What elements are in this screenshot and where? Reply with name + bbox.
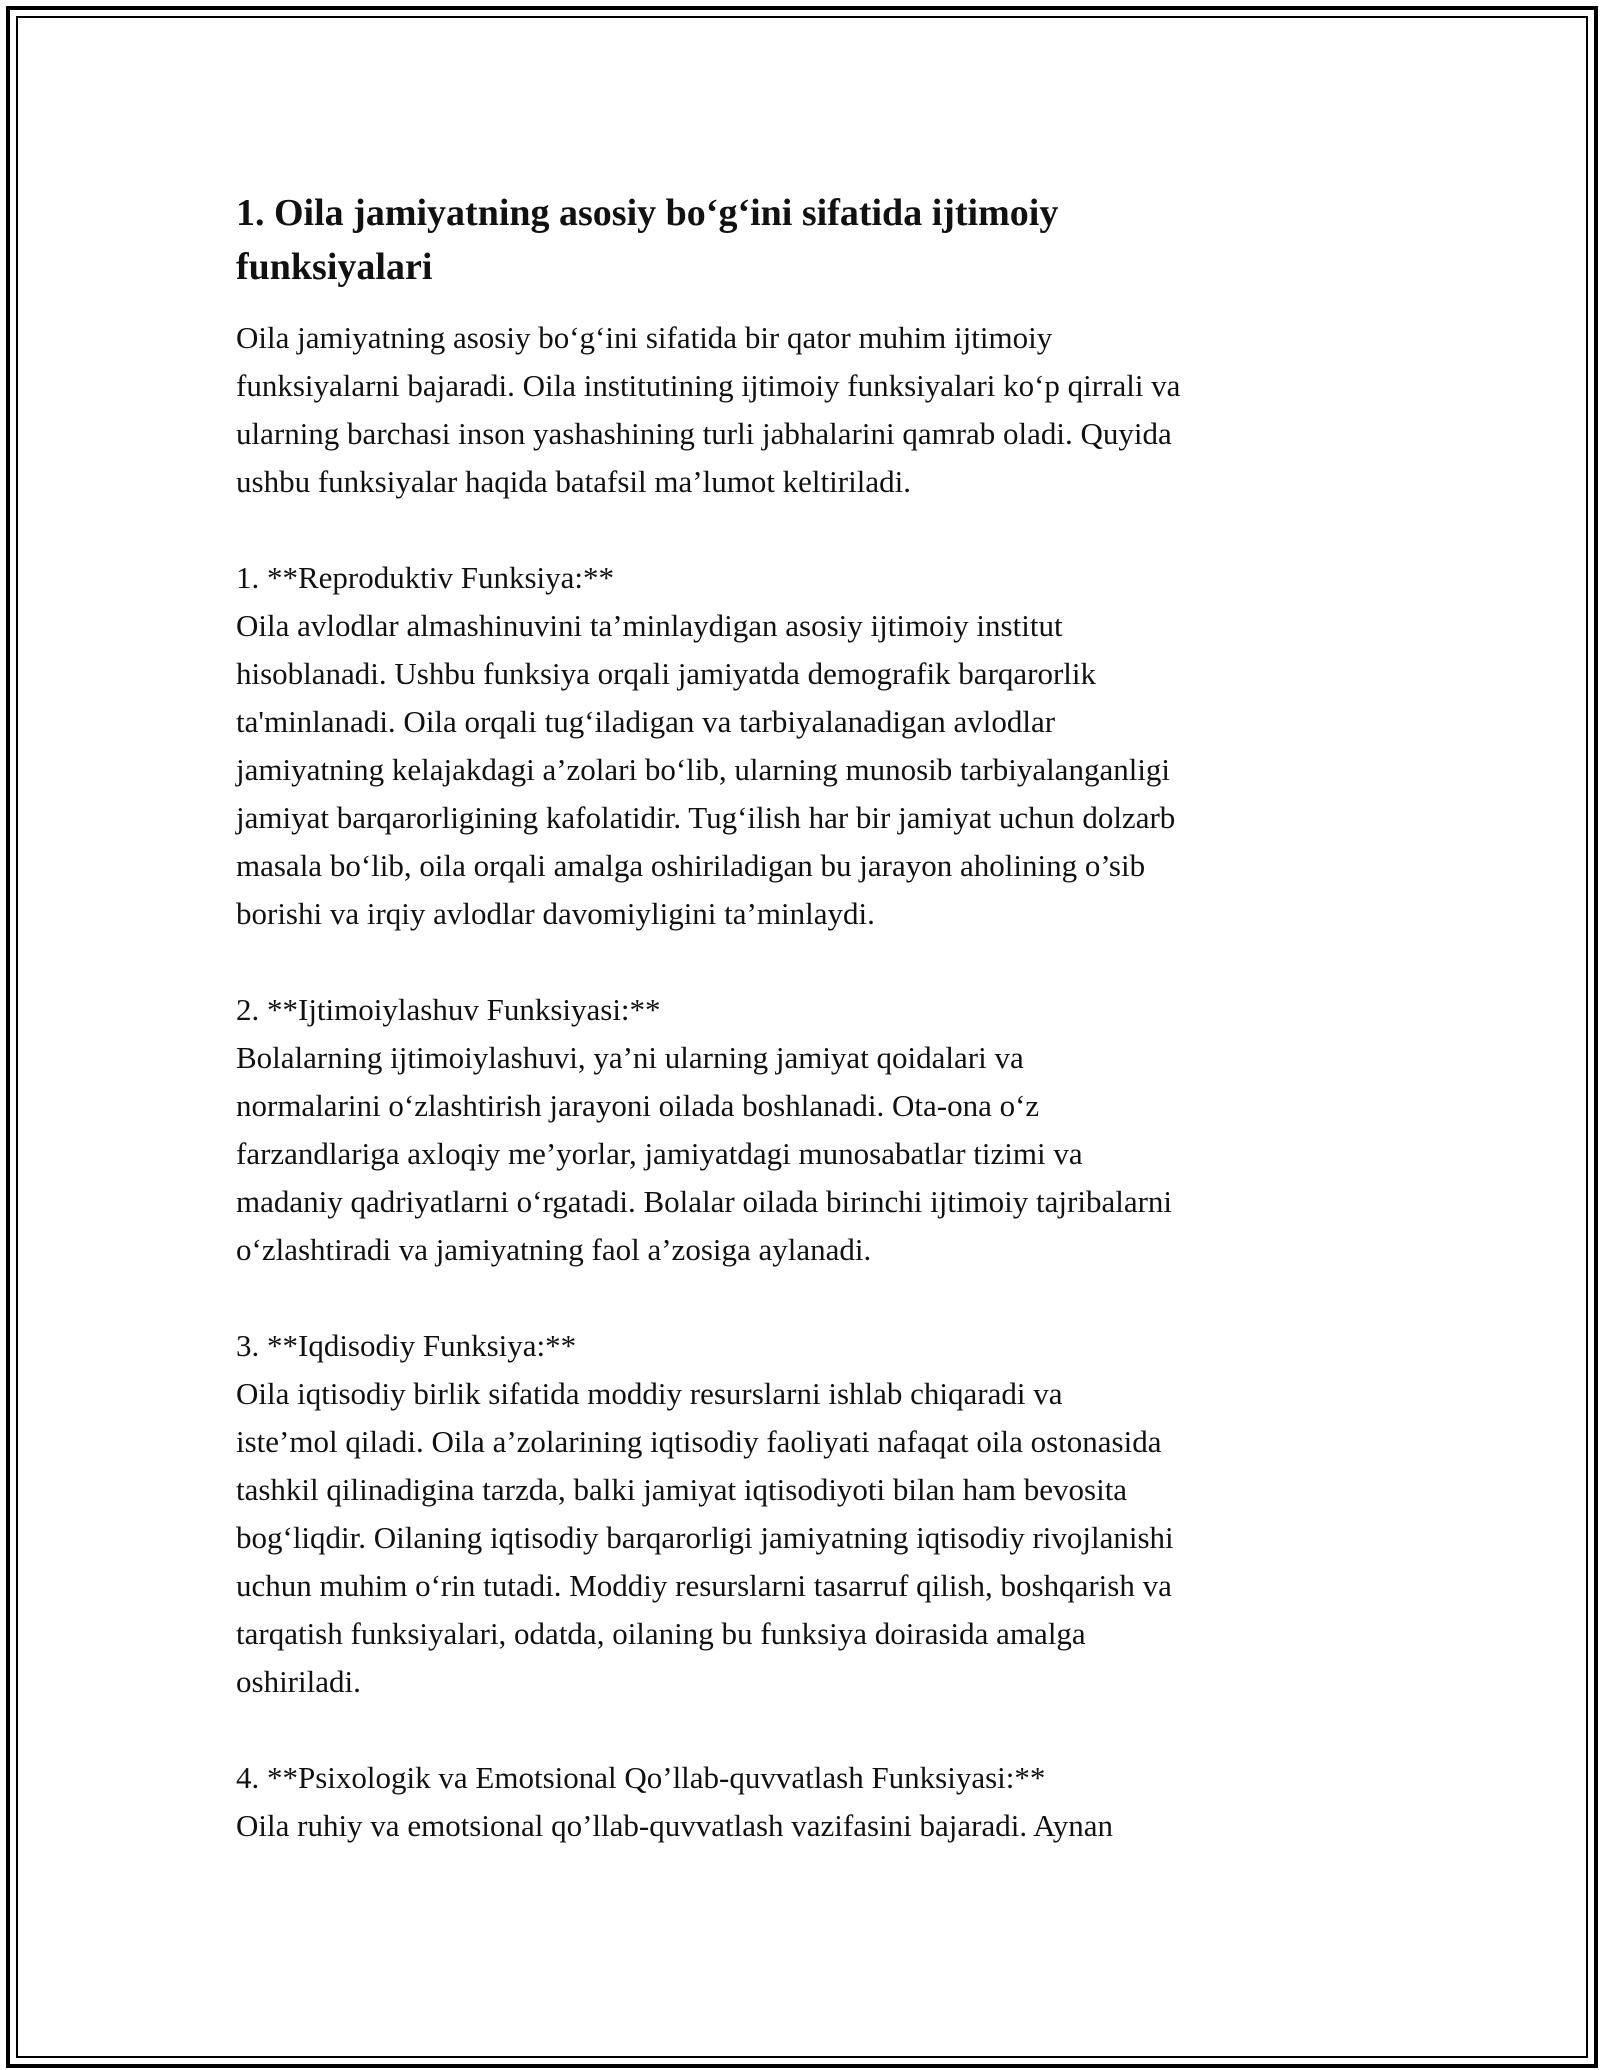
- section-text: Oila ruhiy va emotsional qo’llab-quvvatlash vazifasini bajaradi. Aynan: [236, 1808, 1113, 1843]
- intro-paragraph: Oila jamiyatning asosiy bo‘g‘ini sifatida bir qator muhim ijtimoiy funksiyalarni bajaradi. Oila institutining ijtimoiy funksiyalari ko‘p qirrali va ularning barchasi inson yashashining turli jabhalarini qamrab oladi. Quyida ushbu funksiyalar haqida batafsil ma’lumot keltiriladi.: [236, 320, 1181, 499]
- section-economic: [236, 1322, 1366, 1706]
- document-body: [236, 186, 1366, 1850]
- section-heading: 4. **Psixologik va Emotsional Qo’llab-quvvatlash Funksiyasi:**: [236, 1760, 1046, 1795]
- section-text: Bolalarning ijtimoiylashuvi, ya’ni ularning jamiyat qoidalari va normalarini o‘zlashtirish jarayoni oilada boshlanadi. Ota-ona o‘z farzandlariga axloqiy me’yorlar, jamiyatdagi munosabatlar tizimi va madaniy qadriyatlarni o‘rgatadi. Bolalar oilada birinchi ijtimoiy tajribalarni o‘zlashtiradi va jamiyatning faol a’zosiga aylanadi.: [236, 1040, 1173, 1267]
- document-title: 1. Oila jamiyatning asosiy bo‘g‘ini sifatida ijtimoiy funksiyalari: [236, 192, 1059, 288]
- section-heading: 3. **Iqdisodiy Funksiya:**: [236, 1328, 577, 1363]
- section-psychological: [236, 1754, 1366, 1850]
- section-text: Oila iqtisodiy birlik sifatida moddiy resurslarni ishlab chiqaradi va iste’mol qiladi. Oila a’zolarining iqtisodiy faoliyati nafaqat oila ostonasida tashkil qilinadigina tarzda, balki jamiyat iqtisodiyoti bilan ham bevosita bog‘liqdir. Oilaning iqtisodiy barqarorligi jamiyatning iqtisodiy rivojlanishi uchun muhim o‘rin tutadi. Moddiy resurslarni tasarruf qilish, boshqarish va tarqatish funksiyalari, odatda, oilaning bu funksiya doirasida amalga oshiriladi.: [236, 1376, 1174, 1699]
- section-heading: 1. **Reproduktiv Funksiya:**: [236, 560, 615, 595]
- section-heading: 2. **Ijtimoiylashuv Funksiyasi:**: [236, 992, 661, 1027]
- section-reproductive: [236, 554, 1366, 938]
- section-text: Oila avlodlar almashinuvini ta’minlaydigan asosiy ijtimoiy institut hisoblanadi. Ushbu funksiya orqali jamiyatda demografik barqarorlik ta'minlanadi. Oila orqali tug‘iladigan va tarbiyalanadigan avlodlar jamiyatning kelajakdagi a’zolari bo‘lib, ularning munosib tarbiyalanganligi jamiyat barqarorligining kafolatidir. Tug‘ilish har bir jamiyat uchun dolzarb masala bo‘lib, oila orqali amalga oshiriladigan bu jarayon aholining o’sib borishi va irqiy avlodlar davomiyligini ta’minlaydi.: [236, 608, 1176, 931]
- section-socialization: [236, 986, 1366, 1274]
